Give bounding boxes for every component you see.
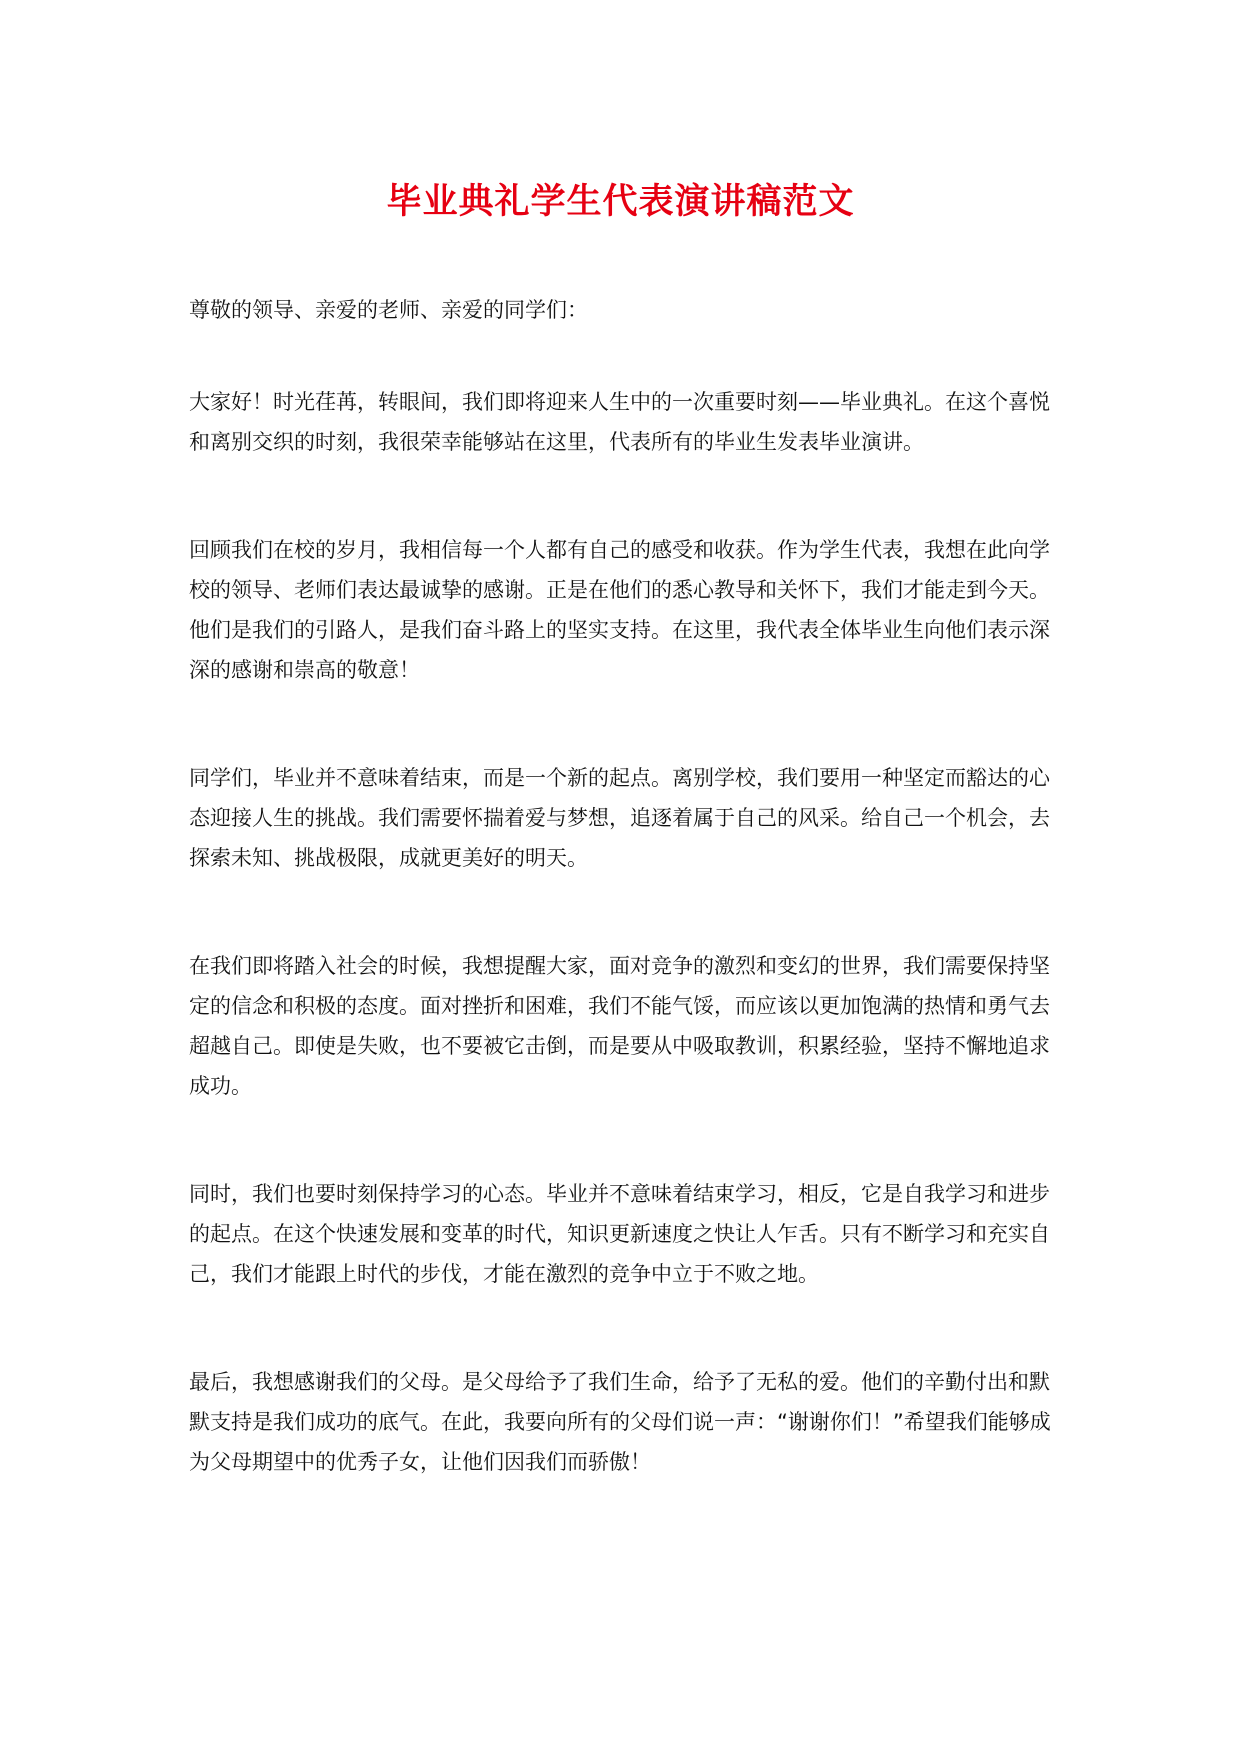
document-body — [189, 290, 1069, 1550]
paragraph-thanks-parents: 最后，我想感谢我们的父母。是父母给予了我们生命，给予了无私的爱。他们的辛勤付出和默默支持是我们成功的底气。在此，我要向所有的父母们说一声：“谢谢你们！”希望我们能够成为父母期望中的优秀子女，让他们因我们而骄傲！ — [189, 1370, 1051, 1474]
paragraph-entering-society: 在我们即将踏入社会的时候，我想提醒大家，面对竞争的激烈和变幻的世界，我们需要保持坚定的信念和积极的态度。面对挫折和困难，我们不能气馁，而应该以更加饱满的热情和勇气去超越自己。即使是失败，也不要被它击倒，而是要从中吸取教训，积累经验，坚持不懈地追求成功。 — [189, 954, 1050, 1098]
paragraph-lifelong-learning: 同时，我们也要时刻保持学习的心态。毕业并不意味着结束学习，相反，它是自我学习和进步的起点。在这个快速发展和变革的时代，知识更新速度之快让人乍舌。只有不断学习和充实自己，我们才能跟上时代的步伐，才能在激烈的竞争中立于不败之地。 — [189, 1182, 1050, 1286]
paragraph-greeting: 大家好！时光荏苒，转眼间，我们即将迎来人生中的一次重要时刻——毕业典礼。在这个喜悦和离别交织的时刻，我很荣幸能够站在这里，代表所有的毕业生发表毕业演讲。 — [189, 390, 1050, 454]
paragraph-new-start: 同学们，毕业并不意味着结束，而是一个新的起点。离别学校，我们要用一种坚定而豁达的心态迎接人生的挑战。我们需要怀揣着爱与梦想，追逐着属于自己的风采。给自己一个机会，去探索未知、挑战极限，成就更美好的明天。 — [189, 766, 1050, 870]
document-title: 毕业典礼学生代表演讲稿范文 — [386, 182, 855, 222]
salutation: 尊敬的领导、亲爱的老师、亲爱的同学们： — [189, 298, 588, 322]
paragraph-gratitude-teachers: 回顾我们在校的岁月，我相信每一个人都有自己的感受和收获。作为学生代表，我想在此向学校的领导、老师们表达最诚挚的感谢。正是在他们的悉心教导和关怀下，我们才能走到今天。他们是我们的引路人，是我们奋斗路上的坚实支持。在这里，我代表全体毕业生向他们表示深深的感谢和崇高的敬意！ — [189, 538, 1050, 682]
